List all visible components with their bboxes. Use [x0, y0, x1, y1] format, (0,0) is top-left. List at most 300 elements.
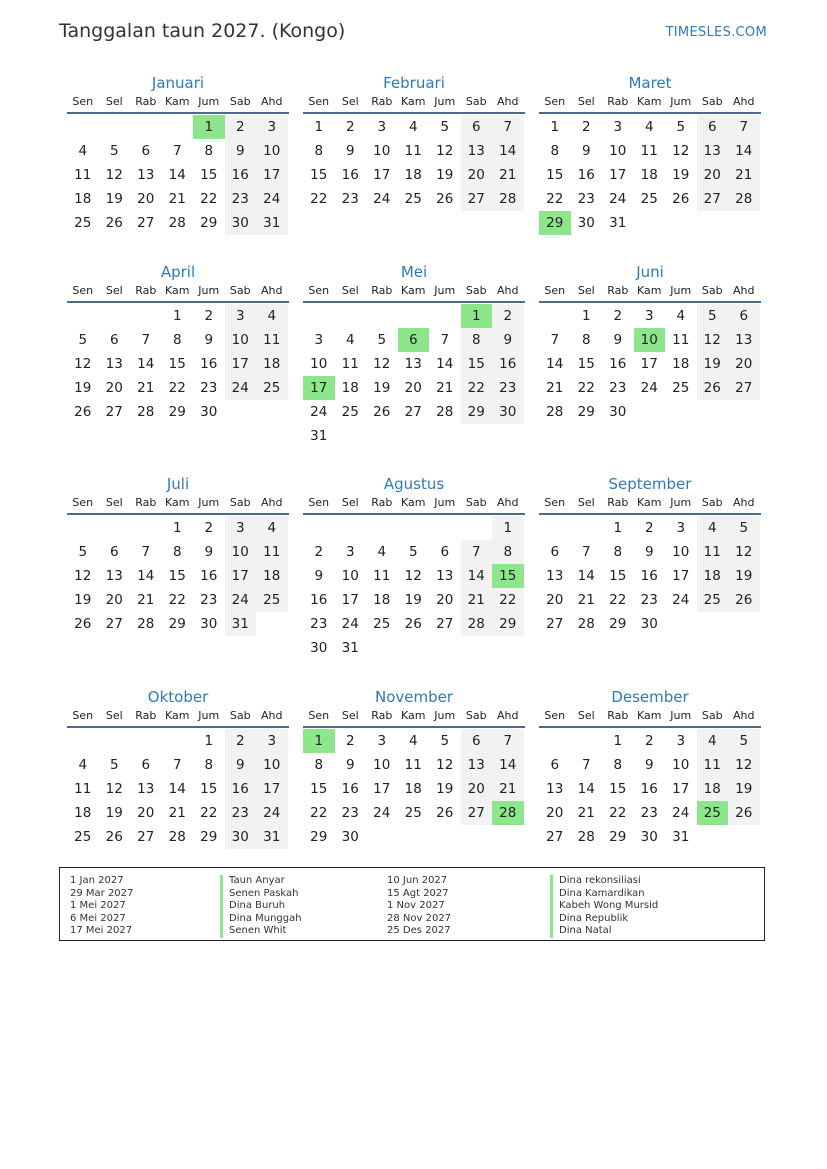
empty-cell: [67, 729, 99, 753]
month-mei: [303, 262, 525, 448]
day-cell: 4: [78, 757, 88, 773]
weekday-label: Ahd: [733, 95, 755, 108]
month-name: Juni: [636, 263, 664, 281]
day-cell: 16: [200, 568, 218, 584]
day-cell: 20: [436, 592, 454, 608]
day-cell: 26: [105, 829, 123, 845]
day-cell: 8: [204, 757, 214, 773]
day-cell: 18: [404, 781, 422, 797]
empty-cell: [303, 304, 335, 328]
day-cell: 12: [728, 753, 760, 777]
day-cell: 7: [581, 757, 591, 773]
month-juli: [67, 474, 289, 636]
day-cell: 21: [577, 805, 595, 821]
day-cell: 9: [225, 753, 257, 777]
day-cell: 5: [676, 119, 686, 135]
legend-holiday-name: Senen Paskah: [220, 888, 302, 901]
day-cell: 24: [373, 191, 391, 207]
day-cell: 14: [546, 356, 564, 372]
legend-holiday-name: Dina rekonsiliasi: [550, 875, 658, 888]
empty-cell: [67, 115, 99, 139]
day-cell: 5: [697, 304, 729, 328]
weekday-label: Sab: [229, 709, 251, 722]
day-cell: 27: [461, 187, 493, 211]
legend-holiday-name: Dina Buruh: [220, 900, 302, 913]
day-cell: 4: [676, 308, 686, 324]
day-cell: 6: [141, 143, 151, 159]
day-cell: 7: [172, 143, 182, 159]
day-cell: 16: [577, 167, 595, 183]
day-cell: 8: [550, 143, 560, 159]
day-grid: [303, 516, 525, 660]
weekday-label: Jum: [670, 709, 692, 722]
day-grid: [539, 304, 761, 424]
day-cell: 31: [341, 640, 359, 656]
weekday-label: Sen: [308, 496, 330, 509]
day-cell: 2: [204, 308, 214, 324]
day-cell: 8: [172, 544, 182, 560]
day-cell: 15: [546, 167, 564, 183]
day-cell: 18: [640, 167, 658, 183]
day-cell: 30: [200, 616, 218, 632]
day-cell: 29: [461, 400, 493, 424]
day-cell: 28: [168, 829, 186, 845]
weekday-label: Sen: [72, 709, 94, 722]
day-cell: 24: [256, 187, 288, 211]
day-cell: 9: [345, 757, 355, 773]
weekday-label: Sab: [701, 284, 723, 297]
day-cell: 11: [341, 356, 359, 372]
holiday-day-cell: 1: [193, 115, 225, 139]
day-grid: [303, 115, 525, 211]
day-cell: 21: [137, 380, 155, 396]
day-cell: 24: [672, 592, 690, 608]
weekday-header: [303, 709, 525, 728]
day-cell: 20: [137, 191, 155, 207]
day-cell: 2: [492, 304, 524, 328]
holiday-day-cell: 10: [634, 328, 666, 352]
day-cell: 30: [577, 215, 595, 231]
day-cell: 30: [225, 825, 257, 849]
day-cell: 4: [377, 544, 387, 560]
empty-cell: [99, 729, 131, 753]
weekday-label: Sen: [308, 284, 330, 297]
day-cell: 7: [440, 332, 450, 348]
day-cell: 1: [204, 733, 214, 749]
day-cell: 19: [105, 805, 123, 821]
day-cell: 10: [672, 757, 690, 773]
holiday-legend: [59, 867, 765, 941]
day-cell: 28: [577, 616, 595, 632]
day-cell: 17: [373, 167, 391, 183]
day-cell: 28: [728, 187, 760, 211]
month-januari: [67, 73, 289, 235]
day-cell: 27: [546, 829, 564, 845]
day-cell: 25: [404, 191, 422, 207]
weekday-label: Sab: [465, 709, 487, 722]
month-name: September: [608, 475, 692, 493]
empty-cell: [539, 729, 571, 753]
day-cell: 20: [546, 592, 564, 608]
day-cell: 16: [341, 167, 359, 183]
weekday-label: Rab: [371, 95, 393, 108]
empty-cell: [571, 729, 603, 753]
day-cell: 25: [341, 404, 359, 420]
weekday-label: Sab: [701, 95, 723, 108]
day-cell: 10: [225, 540, 257, 564]
weekday-label: Kam: [637, 95, 662, 108]
day-cell: 6: [440, 544, 450, 560]
day-cell: 1: [172, 308, 182, 324]
empty-cell: [429, 304, 461, 328]
day-cell: 27: [404, 404, 422, 420]
day-cell: 31: [256, 211, 288, 235]
day-cell: 9: [225, 139, 257, 163]
day-cell: 28: [137, 616, 155, 632]
day-cell: 25: [672, 380, 690, 396]
day-cell: 2: [644, 733, 654, 749]
holiday-day-cell: 28: [492, 801, 524, 825]
legend-date: 1 Nov 2027: [387, 900, 445, 911]
day-cell: 26: [404, 616, 422, 632]
day-cell: 23: [492, 376, 524, 400]
day-cell: 7: [141, 332, 151, 348]
day-cell: 14: [168, 167, 186, 183]
weekday-header: [539, 284, 761, 303]
day-cell: 11: [373, 568, 391, 584]
day-cell: 9: [644, 544, 654, 560]
weekday-label: Sab: [229, 496, 251, 509]
month-name: November: [374, 688, 454, 706]
day-grid: [539, 115, 761, 235]
month-desember: [539, 687, 761, 849]
weekday-label: Sen: [544, 709, 566, 722]
day-cell: 30: [341, 829, 359, 845]
day-cell: 29: [200, 215, 218, 231]
day-cell: 9: [204, 544, 214, 560]
day-cell: 10: [225, 328, 257, 352]
day-cell: 5: [728, 516, 760, 540]
weekday-label: Sel: [577, 709, 595, 722]
day-grid: [67, 516, 289, 636]
day-cell: 16: [640, 781, 658, 797]
day-cell: 14: [492, 753, 524, 777]
empty-cell: [67, 304, 99, 328]
day-cell: 1: [613, 733, 623, 749]
day-cell: 14: [436, 356, 454, 372]
day-cell: 18: [256, 352, 288, 376]
day-cell: 9: [345, 143, 355, 159]
day-cell: 5: [78, 544, 88, 560]
weekday-label: Ahd: [261, 709, 283, 722]
day-cell: 3: [256, 115, 288, 139]
day-cell: 16: [225, 163, 257, 187]
weekday-label: Rab: [607, 95, 629, 108]
day-cell: 18: [341, 380, 359, 396]
day-cell: 2: [345, 733, 355, 749]
day-cell: 24: [341, 616, 359, 632]
day-cell: 9: [204, 332, 214, 348]
day-cell: 11: [256, 540, 288, 564]
day-cell: 13: [697, 139, 729, 163]
weekday-label: Sen: [72, 496, 94, 509]
day-cell: 30: [225, 211, 257, 235]
day-cell: 17: [256, 163, 288, 187]
weekday-label: Jum: [434, 284, 456, 297]
empty-cell: [539, 304, 571, 328]
day-cell: 23: [640, 592, 658, 608]
empty-cell: [99, 115, 131, 139]
day-cell: 24: [609, 191, 627, 207]
weekday-label: Kam: [165, 95, 190, 108]
day-cell: 2: [204, 520, 214, 536]
weekday-label: Kam: [637, 709, 662, 722]
empty-cell: [67, 516, 99, 540]
weekday-label: Ahd: [497, 496, 519, 509]
day-cell: 3: [225, 516, 257, 540]
day-cell: 17: [256, 777, 288, 801]
weekday-label: Jum: [670, 95, 692, 108]
day-cell: 26: [373, 404, 391, 420]
weekday-label: Sab: [465, 95, 487, 108]
legend-date: 17 Mei 2027: [70, 925, 133, 936]
empty-cell: [571, 516, 603, 540]
day-cell: 5: [728, 729, 760, 753]
day-cell: 23: [200, 592, 218, 608]
day-cell: 18: [256, 564, 288, 588]
empty-cell: [429, 516, 461, 540]
day-cell: 30: [640, 616, 658, 632]
day-cell: 2: [314, 544, 324, 560]
weekday-label: Jum: [198, 709, 220, 722]
weekday-label: Sab: [701, 709, 723, 722]
day-cell: 15: [310, 167, 328, 183]
day-cell: 18: [74, 191, 92, 207]
day-cell: 14: [492, 139, 524, 163]
day-cell: 6: [550, 757, 560, 773]
day-cell: 29: [577, 404, 595, 420]
day-cell: 23: [609, 380, 627, 396]
weekday-label: Sab: [465, 496, 487, 509]
day-cell: 25: [74, 829, 92, 845]
day-cell: 18: [74, 805, 92, 821]
day-cell: 3: [676, 520, 686, 536]
weekday-label: Rab: [135, 95, 157, 108]
weekday-label: Sen: [544, 284, 566, 297]
empty-cell: [398, 516, 430, 540]
weekday-header: [303, 284, 525, 303]
day-cell: 22: [310, 191, 328, 207]
day-cell: 15: [609, 568, 627, 584]
day-cell: 22: [461, 376, 493, 400]
day-cell: 2: [225, 115, 257, 139]
month-name: Oktober: [147, 688, 209, 706]
empty-cell: [335, 516, 367, 540]
day-cell: 3: [676, 733, 686, 749]
legend-holiday-name: Dina Natal: [550, 925, 658, 938]
day-cell: 20: [137, 805, 155, 821]
day-cell: 13: [461, 139, 493, 163]
day-cell: 13: [105, 568, 123, 584]
weekday-label: Sel: [105, 95, 123, 108]
day-cell: 7: [581, 544, 591, 560]
legend-holiday-name: Dina Kamardikan: [550, 888, 658, 901]
day-cell: 12: [105, 167, 123, 183]
day-cell: 25: [404, 805, 422, 821]
weekday-label: Kam: [401, 95, 426, 108]
day-cell: 17: [609, 167, 627, 183]
day-cell: 21: [546, 380, 564, 396]
legend-names-column-1: [220, 875, 302, 938]
empty-cell: [130, 729, 162, 753]
day-grid: [303, 729, 525, 849]
day-cell: 23: [341, 191, 359, 207]
weekday-label: Rab: [135, 284, 157, 297]
day-cell: 28: [137, 404, 155, 420]
day-cell: 26: [728, 588, 760, 612]
day-cell: 27: [436, 616, 454, 632]
day-cell: 13: [404, 356, 422, 372]
weekday-label: Ahd: [497, 284, 519, 297]
day-cell: 11: [640, 143, 658, 159]
day-cell: 19: [436, 167, 454, 183]
weekday-label: Sen: [72, 284, 94, 297]
day-cell: 25: [373, 616, 391, 632]
legend-holiday-name: Dina Munggah: [220, 913, 302, 926]
day-cell: 3: [345, 544, 355, 560]
day-cell: 19: [74, 592, 92, 608]
day-cell: 8: [314, 757, 324, 773]
day-cell: 21: [168, 805, 186, 821]
weekday-label: Jum: [670, 496, 692, 509]
empty-cell: [99, 304, 131, 328]
weekday-label: Sab: [465, 284, 487, 297]
empty-cell: [303, 516, 335, 540]
day-cell: 15: [200, 167, 218, 183]
weekday-label: Ahd: [261, 95, 283, 108]
day-cell: 19: [672, 167, 690, 183]
day-cell: 26: [728, 801, 760, 825]
weekday-label: Sel: [577, 95, 595, 108]
day-cell: 10: [373, 143, 391, 159]
weekday-header: [539, 709, 761, 728]
weekday-label: Sel: [341, 709, 359, 722]
day-cell: 24: [310, 404, 328, 420]
day-cell: 7: [550, 332, 560, 348]
day-cell: 4: [345, 332, 355, 348]
day-cell: 4: [408, 119, 418, 135]
day-cell: 14: [137, 356, 155, 372]
day-cell: 22: [609, 805, 627, 821]
day-cell: 13: [105, 356, 123, 372]
day-cell: 6: [461, 729, 493, 753]
empty-cell: [539, 516, 571, 540]
day-cell: 17: [672, 781, 690, 797]
day-cell: 25: [640, 191, 658, 207]
empty-cell: [162, 729, 194, 753]
day-cell: 20: [461, 163, 493, 187]
holiday-day-cell: 1: [303, 729, 335, 753]
weekday-label: Ahd: [733, 709, 755, 722]
day-cell: 26: [697, 376, 729, 400]
day-cell: 10: [341, 568, 359, 584]
legend-date: 10 Jun 2027: [387, 875, 448, 886]
legend-date: 1 Jan 2027: [70, 875, 124, 886]
day-cell: 8: [492, 540, 524, 564]
day-cell: 28: [168, 215, 186, 231]
day-cell: 20: [105, 380, 123, 396]
day-cell: 31: [672, 829, 690, 845]
weekday-label: Jum: [198, 496, 220, 509]
day-cell: 20: [105, 592, 123, 608]
legend-holiday-name: Senen Whit: [220, 925, 302, 938]
month-oktober: [67, 687, 289, 849]
weekday-label: Rab: [371, 709, 393, 722]
day-cell: 13: [137, 167, 155, 183]
day-cell: 9: [644, 757, 654, 773]
holiday-day-cell: 17: [303, 376, 335, 400]
month-name: Maret: [628, 74, 672, 92]
day-cell: 8: [613, 757, 623, 773]
legend-holiday-name: Taun Anyar: [220, 875, 302, 888]
day-cell: 29: [168, 616, 186, 632]
day-cell: 16: [225, 777, 257, 801]
day-cell: 27: [137, 215, 155, 231]
day-cell: 23: [225, 801, 257, 825]
weekday-header: [67, 496, 289, 515]
day-cell: 17: [373, 781, 391, 797]
day-cell: 2: [613, 308, 623, 324]
day-cell: 18: [697, 777, 729, 801]
empty-cell: [130, 304, 162, 328]
weekday-header: [67, 284, 289, 303]
day-cell: 29: [609, 616, 627, 632]
day-cell: 19: [436, 781, 454, 797]
day-cell: 31: [225, 612, 257, 636]
day-cell: 22: [168, 380, 186, 396]
brand-link[interactable]: TIMESLES.COM: [665, 25, 767, 40]
weekday-label: Sen: [308, 95, 330, 108]
empty-cell: [366, 304, 398, 328]
weekday-label: Sel: [105, 709, 123, 722]
day-cell: 15: [168, 356, 186, 372]
day-cell: 25: [74, 215, 92, 231]
holiday-day-cell: 1: [461, 304, 493, 328]
weekday-label: Sab: [701, 496, 723, 509]
legend-names-column-2: [550, 875, 658, 938]
month-name: Agustus: [383, 475, 445, 493]
day-cell: 30: [640, 829, 658, 845]
day-cell: 1: [550, 119, 560, 135]
weekday-label: Kam: [637, 496, 662, 509]
day-cell: 2: [225, 729, 257, 753]
day-cell: 15: [577, 356, 595, 372]
empty-cell: [99, 516, 131, 540]
day-cell: 6: [141, 757, 151, 773]
weekday-label: Sel: [105, 496, 123, 509]
day-cell: 26: [436, 805, 454, 821]
weekday-label: Ahd: [261, 284, 283, 297]
weekday-header: [67, 709, 289, 728]
day-cell: 25: [256, 588, 288, 612]
day-cell: 1: [613, 520, 623, 536]
day-cell: 23: [577, 191, 595, 207]
day-cell: 21: [492, 163, 524, 187]
day-cell: 4: [697, 516, 729, 540]
day-cell: 25: [256, 376, 288, 400]
weekday-label: Sel: [105, 284, 123, 297]
day-cell: 22: [200, 805, 218, 821]
